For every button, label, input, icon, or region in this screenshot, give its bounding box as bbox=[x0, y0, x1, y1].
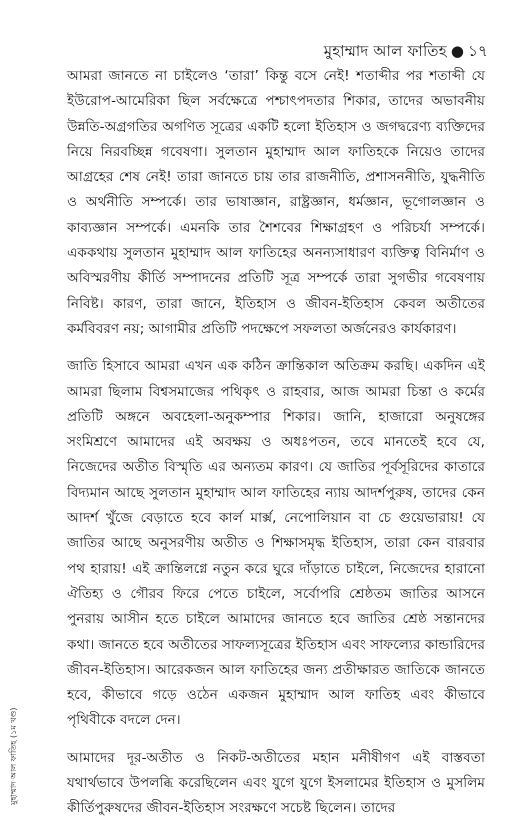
bullet-separator: ● bbox=[450, 42, 465, 60]
side-note-text: মুহাম্মাদ আল ফাতিহ (১ম খণ্ড) bbox=[9, 707, 18, 805]
paragraph-1: আমরা জানতে না চাইলেও ‘তারা’ কিন্তু বসে নেই! শতাব্দীর পর শতাব্দী যে ইউরোপ-আমেরিকা ছিল সর্বক্ষেত্রে পশ্চাৎপদতার শিকার, তাদের অভাবনীয় উন্নতি-অগ্রগতির অগণিত সূত্রের একটি হলো ইতিহাস ও জগদ্বরেণ্য ব্যক্তিদের নিয়ে নিরবচ্ছিন্ন গবেষণা। সুলতান মুহাম্মাদ আল ফাতিহকে নিয়েও তাদের আগ্রহের শেষ নেই! তারা জানতে চায় তার রাজনীতি, প্রশাসননীতি, যুদ্ধনীতি ও অর্থনীতি সম্পর্কে। তার ভাষাজ্ঞান, রাষ্ট্রজ্ঞান, ধর্মজ্ঞান, ভূগোলজ্ঞান ও কাব্যজ্ঞান সম্পর্কে। এমনকি তার শৈশবের শিক্ষাগ্রহণ ও পরিচর্যা সম্পর্কে। এককথায় সুলতান মুহাম্মাদ আল ফাতিহের অনন্যসাধারণ ব্যক্তিত্ব বিনির্মাণ ও অবিস্মরণীয় কীর্তি সম্পাদনের প্রতিটি সূত্র সম্পর্কে তারা সুগভীর গবেষণায় নিবিষ্ট। কারণ, তারা জানে, ইতিহাস ও জীবন-ইতিহাস কেবল অতীতের কর্মবিবরণ নয়; আগামীর প্রতিটি পদক্ষেপে সফলতা অর্জনেরও কার্যকারণ। bbox=[67, 68, 485, 337]
paragraph-2: জাতি হিসাবে আমরা এখন এক কঠিন ক্রান্তিকাল অতিক্রম করছি। একদিন এই আমরা ছিলাম বিশ্বসমাজের পথিকৃৎ ও রাহবার, আজ আমরা চিন্তা ও কর্মের প্রতিটি অঙ্গনে অবহেলা-অনুকম্পার শিকার। জানি, হাজারো অনুষঙ্গের সংমিশ্রণে আমাদের এই অবক্ষয় ও অধঃপতন, তবে মানতেই হবে যে, নিজেদের অতীত বিস্মৃতি এর অন্যতম কারণ। যে জাতির পূর্বসূরিদের কাতারে বিদ্যমান আছে সুলতান মুহাম্মাদ আল ফাতিহের ন্যায় আদর্শপুরুষ, তাদের কেন আদর্শ খুঁজে বেড়াতে হবে কার্ল মার্ক্স, নেপোলিয়ান বা চে গুয়েভারায়! যে জাতির আছে অনুসরণীয় অতীত ও শিক্ষাসমৃদ্ধ ইতিহাস, তারা কেন বারবার পথ হারায়! এই ক্রান্তিলগ্নে নতুন করে ঘুরে দাঁড়াতে চাইলে, নিজেদের হারানো ঐতিহ্য ও গৌরব ফিরে পেতে চাইলে, সর্বোপরি শ্রেষ্ঠতম জাতির আসনে পুনরায় আসীন হতে চাইলে আমাদের জানতে হবে জাতির শ্রেষ্ঠ সন্তানদের কথা। জানতে হবে অতীতের সাফল্যসূত্রের ইতিহাস এবং সাফল্যের কান্ডারিদের জীবন-ইতিহাস। আরেকজন আল ফাতিহের জন্য প্রতীক্ষারত জাতিকে জানতে হবে, কীভাবে গড়ে ওঠেন একজন মুহাম্মাদ আল ফাতিহ এবং কীভাবে পৃথিবীকে বদলে দেন। bbox=[67, 358, 485, 729]
paragraph-3: আমাদের দূর-অতীত ও নিকট-অতীতের মহান মনীষীগণ এই বাস্তবতা যথার্থভাবে উপলব্ধি করেছিলেন এবং যুগে যুগে ইসলামের ইতিহাস ও মুসলিম কীর্তিপুরুষদের জীবন-ইতিহাস সংরক্ষণে সচেষ্ট ছিলেন। তাদের bbox=[67, 749, 485, 817]
book-title: মুহাম্মাদ আল ফাতিহ bbox=[323, 42, 447, 60]
running-header bbox=[324, 40, 488, 65]
vertical-side-note bbox=[0, 640, 16, 810]
page-number: ১৭ bbox=[468, 42, 488, 60]
page-body bbox=[67, 64, 485, 834]
